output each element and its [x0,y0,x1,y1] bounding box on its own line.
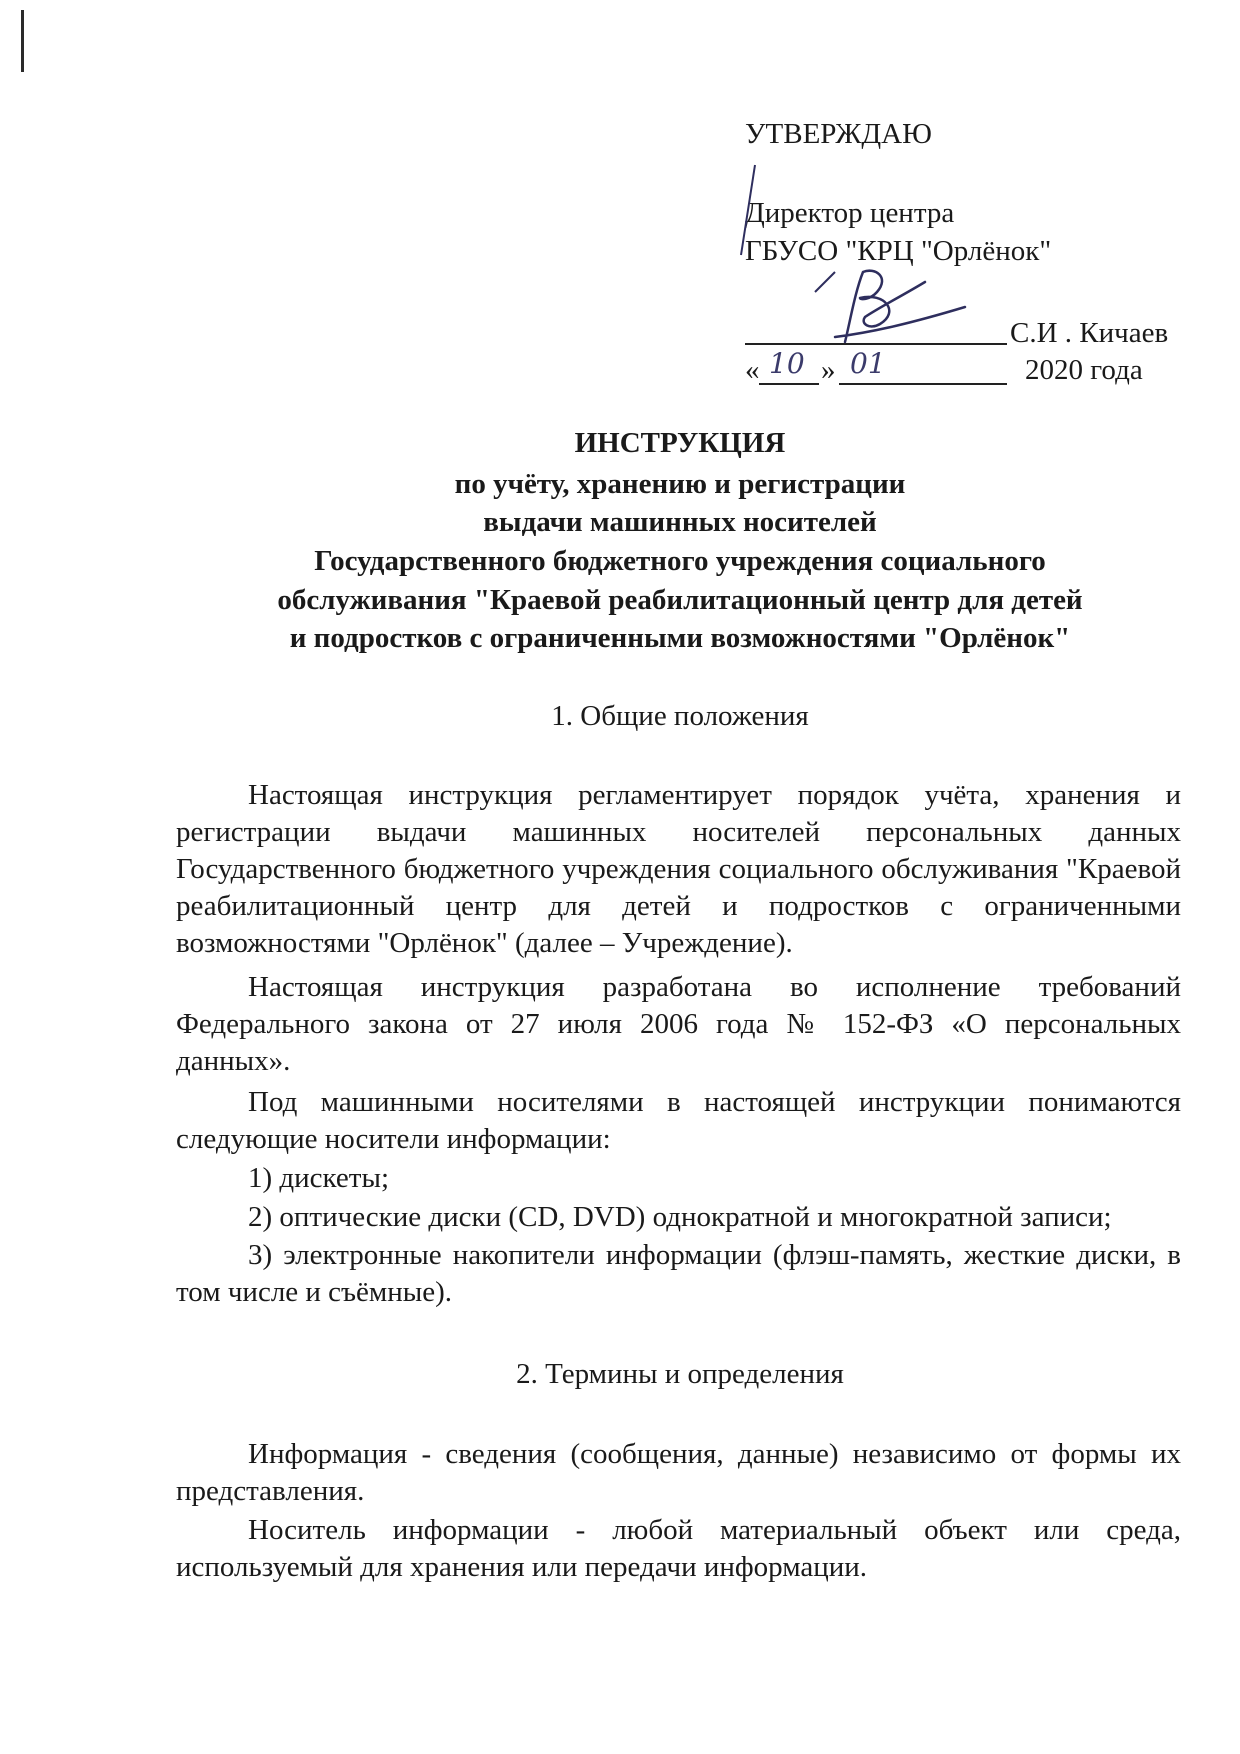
title-line-6: и подростков с ограниченными возможностями "Орлёнок" [289,622,1071,654]
date-close-quote: » [821,354,836,386]
approval-heading: УТВЕРЖДАЮ [745,118,932,150]
title-line-2: по учёту, хранению и регистрации [454,468,906,500]
title-line-4: Государственного бюджетного учреждения социального [314,545,1046,577]
title-line-3: выдачи машинных носителей [483,506,877,538]
title-line-5: обслуживания "Краевой реабилитационный центр для детей [277,584,1083,616]
list-item-1: 1) дискеты; [248,1162,390,1194]
scan-edge-mark [21,10,24,72]
date-month: 01 [850,347,886,380]
title-line-1: ИНСТРУКЦИЯ [574,427,786,459]
date-day: 10 [769,347,805,380]
section-2-paragraph-2: Носитель информации - любой материальный объект или среда, используемый для хранения или передачи информации. [176,1514,1181,1583]
section-2-heading: 2. Термины и определения [516,1358,844,1390]
section-1-heading: 1. Общие положения [551,700,809,732]
section-2-paragraph-1: Информация - сведения (сообщения, данные) независимо от формы их представления. [176,1438,1181,1507]
list-item-3: 3) электронные накопители информации (флэш-память, жесткие диски, в том числе и съёмные). [176,1239,1181,1308]
approval-organization: ГБУСО "КРЦ "Орлёнок" [745,235,1052,267]
list-item-2: 2) оптические диски (CD, DVD) однократной и многократной записи; [248,1201,1112,1233]
approval-signatory: С.И . Кичаев [1010,317,1169,349]
document-title [180,0,1180,680]
date-year: 2020 года [1025,354,1143,386]
section-1-paragraph-3: Под машинными носителями в настоящей инструкции понимаются следующие носители информации: [176,1086,1181,1155]
section-1-paragraph-2: Настоящая инструкция разработана во исполнение требований Федерального закона от 27 июля 2006 года № 152-ФЗ «О персональных данных». [176,971,1181,1077]
date-open-quote: « [745,354,760,386]
approval-position: Директор центра [745,197,955,229]
section-1-paragraph-1: Настоящая инструкция регламентирует порядок учёта, хранения и регистрации выдачи машинных носителей персональных данных Государственного бюджетного учреждения социального обслуживания "Краевой реабилитационный центр для детей и подростков с ограниченными возможностями "Орлёнок" (далее – Учреждение). [176,779,1181,959]
